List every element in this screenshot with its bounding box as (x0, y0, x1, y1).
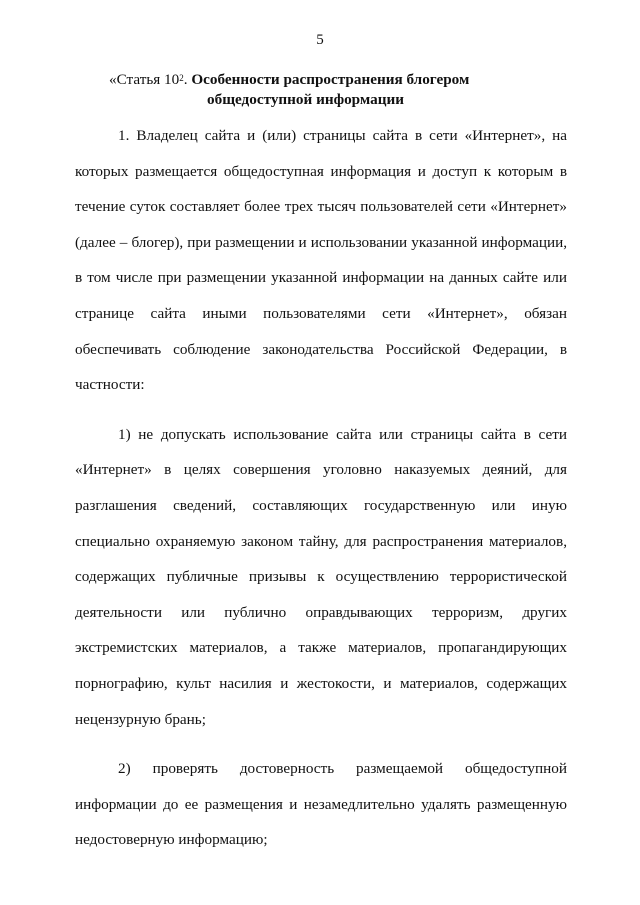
article-title-line2: общедоступной информации (207, 91, 404, 108)
paragraph-2: 1) не допускать использование сайта или страницы сайта в сети «Интернет» в целях совершения уголовно наказуемых деяний, для разглашения сведений, составляющих государственную или иную специально охраняемую законом тайну, для распространения материалов, содержащих публичные призывы к осуществлению террористической деятельности или публично оправдывающих терроризм, других экстремистских материалов, а также материалов, пропагандирующих порнографию, культ насилия и жестокости, и материалов, содержащих нецензурную брань; (75, 425, 567, 728)
article-body (75, 118, 567, 858)
article-superscript: 2 (179, 73, 184, 83)
page-number: 5 (316, 32, 324, 48)
article-label: «Статья $10^2$. (109, 71, 188, 88)
article-title-line1: Особенности распространения блогером (191, 71, 470, 88)
paragraph-3: 2) проверять достоверность размещаемой общедоступной информации до ее размещения и незамедлительно удалять размещенную недостоверную информацию; (75, 760, 567, 849)
paragraph-1: 1. Владелец сайта и (или) страницы сайта в сети «Интернет», на которых размещается общедоступная информация и доступ к которым в течение суток составляет более трех тысяч пользователей сети «Интернет» (далее – блогер), при размещении и использовании указанной информации, в том числе при размещении указанной информации на данных сайте или странице сайта иными пользователями сети «Интернет», обязан обеспечивать соблюдение законодательства Российской Федерации, в частности: (75, 127, 567, 394)
article-heading (109, 70, 579, 110)
